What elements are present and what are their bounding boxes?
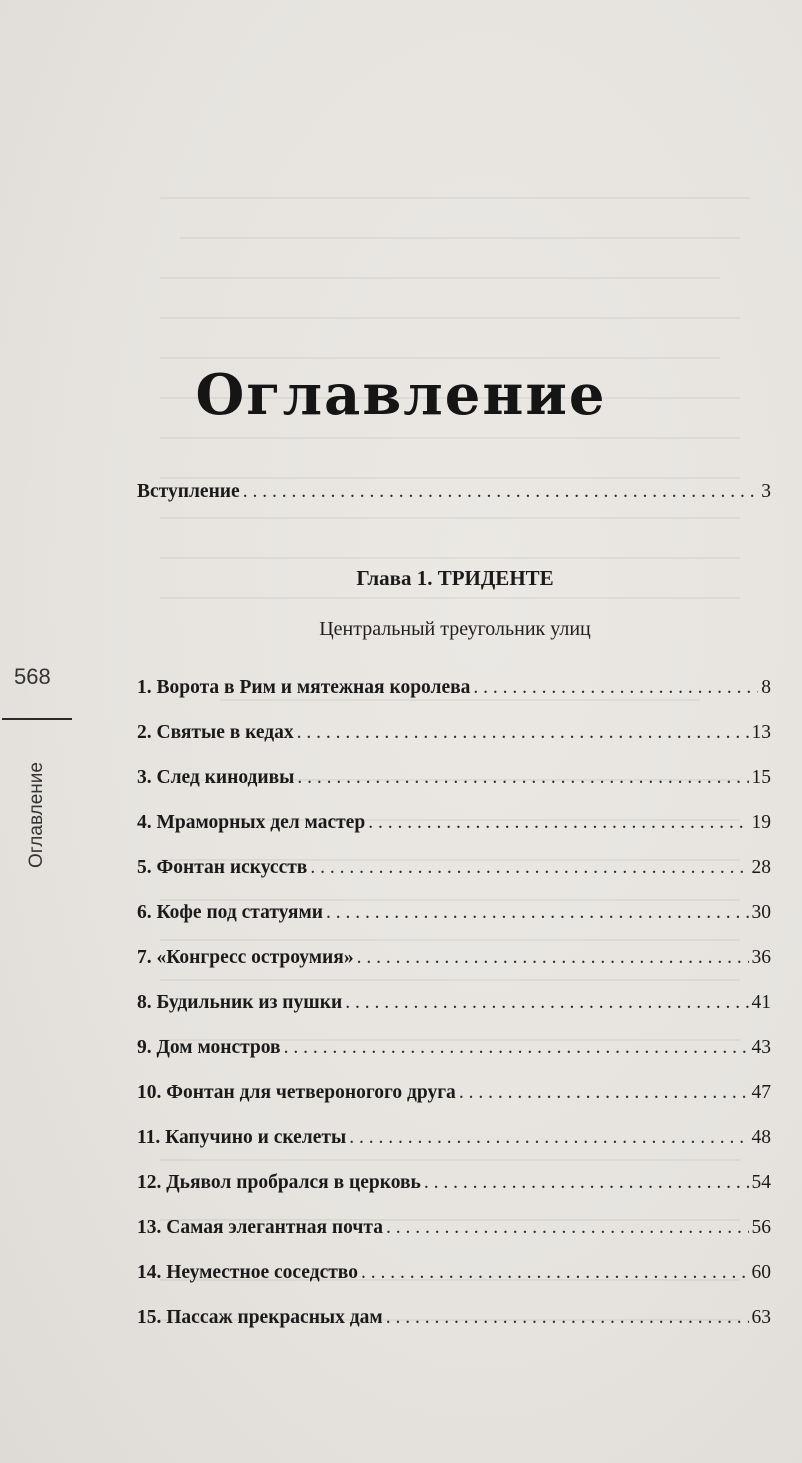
toc-entry-page: 63 [751, 1307, 771, 1328]
toc-entry-page: 54 [751, 1172, 771, 1193]
toc-entry-label: 2. Святые в кедах [137, 722, 294, 743]
toc-entry-label: 11. Капучино и скелеты [137, 1127, 347, 1148]
toc-entry-page: 8 [761, 677, 771, 698]
chapter-subtitle: Центральный треугольник улиц [319, 618, 591, 640]
dot-leader [349, 1127, 748, 1149]
toc-entry[interactable] [137, 857, 771, 879]
toc-entry[interactable] [137, 1127, 771, 1149]
dot-leader [459, 1082, 749, 1104]
dot-leader [297, 767, 748, 789]
toc-entry-intro[interactable] [137, 481, 771, 503]
dot-leader [357, 947, 749, 969]
toc-entry-label: 5. Фонтан искусств [137, 857, 308, 878]
toc-entry-page: 36 [751, 947, 771, 968]
toc-entry-label: 4. Мраморных дел мастер [137, 812, 366, 833]
toc-entry-label: 9. Дом монстров [137, 1037, 281, 1058]
toc-entry-page: 3 [761, 481, 771, 502]
chapter-heading: Глава 1. ТРИДЕНТЕ [356, 566, 554, 590]
dot-leader [345, 992, 748, 1014]
dot-leader [284, 1037, 749, 1059]
toc-entry-label: 7. «Конгресс остроумия» [137, 947, 354, 968]
toc-entry-label: 12. Дьявол пробрался в церковь [137, 1172, 421, 1193]
toc-entry-page: 47 [751, 1082, 771, 1103]
dot-leader [243, 481, 759, 503]
toc-entry[interactable] [137, 812, 771, 834]
toc-entry-page: 43 [751, 1037, 771, 1058]
toc-entry-page: 60 [751, 1262, 771, 1283]
toc-entry-page: 56 [751, 1217, 771, 1238]
toc-entry[interactable] [137, 1172, 771, 1194]
toc-entry[interactable] [137, 1082, 771, 1104]
toc-entry-page: 13 [751, 722, 771, 743]
toc-entry[interactable] [137, 767, 771, 789]
toc-entry-page: 30 [751, 902, 771, 923]
toc-entry[interactable] [137, 677, 771, 699]
toc-entry-label: Вступление [137, 481, 240, 502]
toc-entry[interactable] [137, 1307, 771, 1329]
running-head: Оглавление [26, 762, 47, 868]
toc-entry[interactable] [137, 1217, 771, 1239]
toc-entry-page: 19 [751, 812, 771, 833]
dot-leader [424, 1172, 749, 1194]
toc-entry-label: 15. Пассаж прекрасных дам [137, 1307, 383, 1328]
toc-entry[interactable] [137, 1262, 771, 1284]
dot-leader [368, 812, 748, 834]
dot-leader [310, 857, 748, 879]
side-rule-divider [2, 718, 72, 720]
toc-title: Оглавление [195, 362, 607, 428]
toc-entry-label: 13. Самая элегантная почта [137, 1217, 383, 1238]
toc-entry[interactable] [137, 947, 771, 969]
toc-entry[interactable] [137, 1037, 771, 1059]
toc-entry-page: 28 [751, 857, 771, 878]
dot-leader [326, 902, 749, 924]
toc-entry-label: 14. Неуместное соседство [137, 1262, 358, 1283]
toc-entry[interactable] [137, 902, 771, 924]
toc-entry-label: 8. Будильник из пушки [137, 992, 343, 1013]
page-number: 568 [14, 664, 51, 689]
toc-entry-label: 6. Кофе под статуями [137, 902, 323, 923]
toc-entry-label: 3. След кинодивы [137, 767, 295, 788]
toc-entry-page: 41 [751, 992, 771, 1013]
dot-leader [361, 1262, 749, 1284]
dot-leader [386, 1217, 749, 1239]
toc-entry-label: 1. Ворота в Рим и мятежная королева [137, 677, 471, 698]
dot-leader [297, 722, 749, 744]
toc-entry-page: 48 [751, 1127, 771, 1148]
dot-leader [473, 677, 758, 699]
dot-leader [386, 1307, 749, 1329]
toc-entry-label: 10. Фонтан для четвероногого друга [137, 1082, 456, 1103]
toc-entry[interactable] [137, 722, 771, 744]
toc-entry[interactable] [137, 992, 771, 1014]
toc-entry-page: 15 [751, 767, 771, 788]
